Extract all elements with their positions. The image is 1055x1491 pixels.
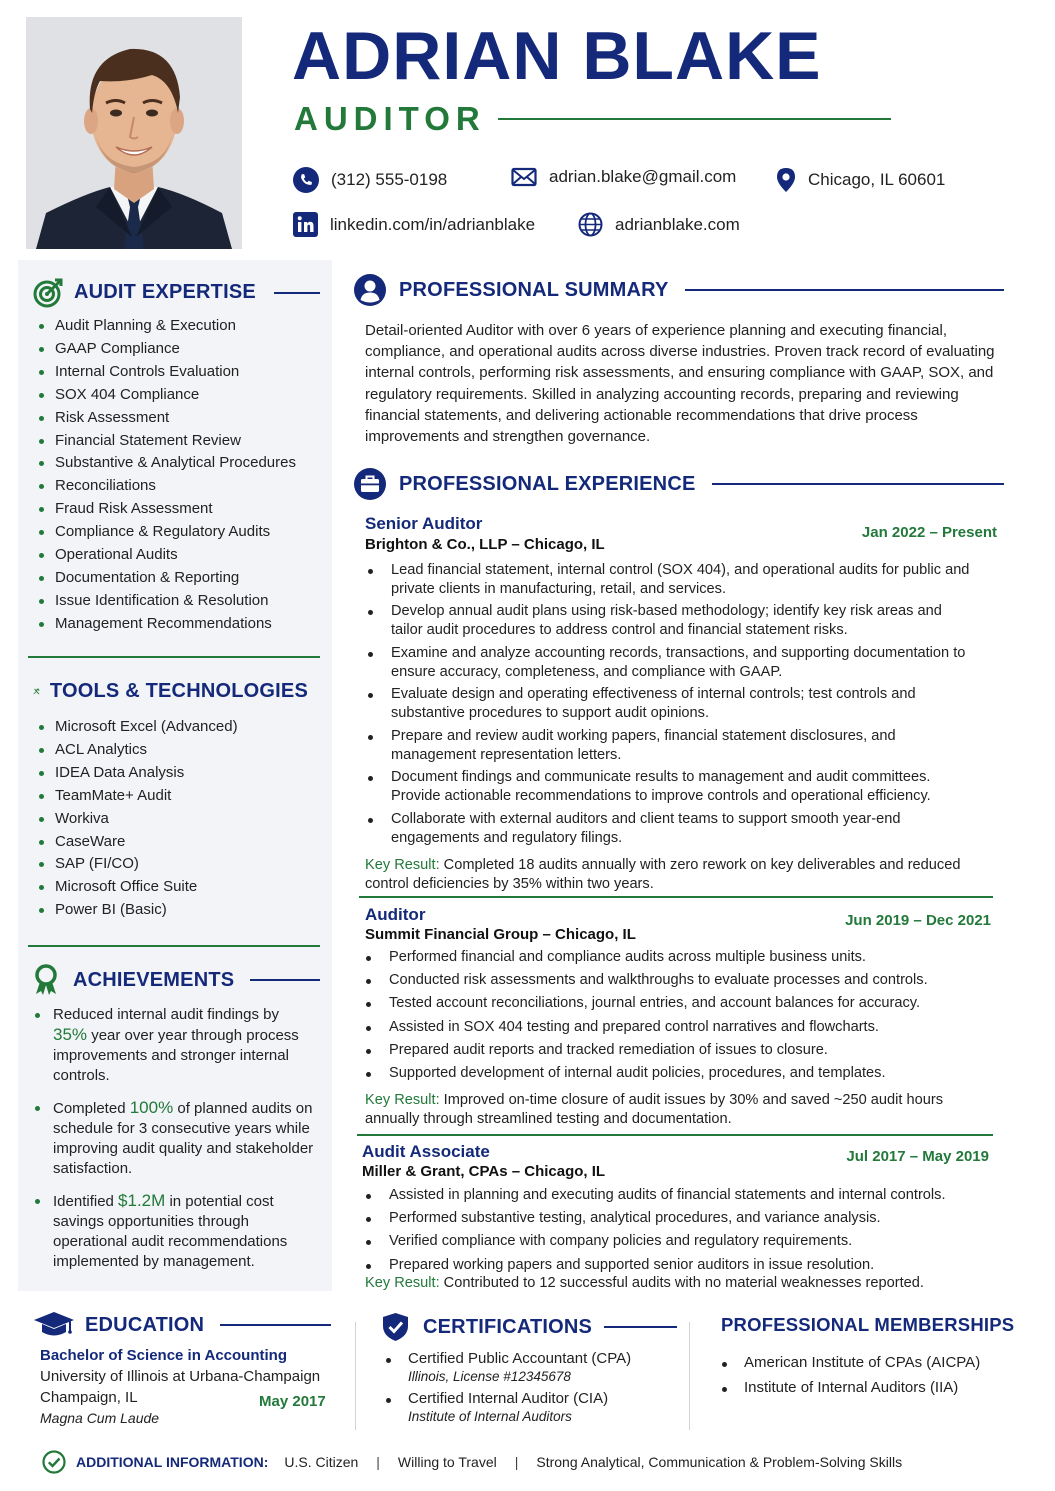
expertise-rule <box>274 292 320 294</box>
contact-phone[interactable] <box>293 167 447 193</box>
summary-text: Detail-oriented Auditor with over 6 years of experience planning and executing financial, compliance, and operational audits across diverse industries. Proven track record of evaluating internal controls, performing risk assessments, and ensuring compliance with GAAP, SOX, and regulatory requirements. Skilled in analyzing accounting records, preparing and reviewing financial statements, and delivering actionable recommendations that drive process improvements and strengthen governance. <box>365 322 995 446</box>
list-item: Power BI (Basic) <box>37 899 327 922</box>
summary-heading <box>353 273 1004 307</box>
education-heading <box>33 1310 331 1340</box>
linkedin-icon <box>293 212 318 237</box>
cert-detail: Illinois, License #12345678 <box>408 1369 571 1384</box>
job-dates: Jan 2022 – Present <box>861 524 997 541</box>
list-item: Audit Planning & Execution <box>37 315 327 338</box>
achievement-highlight: 35% <box>53 1025 88 1044</box>
achievement-highlight: 100% <box>129 1098 174 1117</box>
briefcase-icon <box>353 467 387 501</box>
additional-item: U.S. Citizen <box>284 1454 359 1470</box>
list-item: SAP (FI/CO) <box>37 853 327 876</box>
additional-label: ADDITIONAL INFORMATION: <box>76 1454 269 1470</box>
list-item: Performed financial and compliance audits across multiple business units. <box>363 948 993 967</box>
job-dates: Jul 2017 – May 2019 <box>846 1148 989 1165</box>
tools-list <box>37 716 327 922</box>
honors: Magna Cum Laude <box>40 1410 160 1426</box>
job-title: Audit Associate <box>362 1142 490 1161</box>
key-result-label: Key Result: <box>365 857 440 873</box>
tools-heading <box>33 676 320 707</box>
list-item: Lead financial statement, internal control (SOX 404), and operational audits for public and private clients in manufacturing, retail, and services. <box>365 561 977 598</box>
memberships-heading-text: PROFESSIONAL MEMBERSHIPS <box>721 1314 1015 1335</box>
experience-heading <box>353 467 1004 501</box>
summary-rule <box>685 289 1004 291</box>
list-item: Microsoft Office Suite <box>37 876 327 899</box>
list-item: Prepare and review audit working papers, financial statement disclosures, and management representation letters. <box>365 727 977 764</box>
achievement-highlight: $1.2M <box>118 1191 166 1210</box>
separator: | <box>376 1454 380 1470</box>
list-item: Internal Controls Evaluation <box>37 361 327 384</box>
list-item: ACL Analytics <box>37 739 327 762</box>
list-item: Document findings and communicate results to management and audit committees. Provide actionable recommendations to improve controls and operational efficiency. <box>365 768 977 805</box>
list-item: Workiva <box>37 808 327 831</box>
phone-icon <box>293 167 319 193</box>
list-item: Verified compliance with company policies and regulatory requirements. <box>363 1232 1003 1251</box>
list-item: Examine and analyze accounting records, transactions, and supporting documentation to ensure accuracy, completeness, and compliance with GAAP. <box>365 644 977 681</box>
list-item: Assisted in SOX 404 testing and prepared control narratives and flowcharts. <box>363 1018 993 1037</box>
job-dates: Jun 2019 – Dec 2021 <box>845 912 991 929</box>
user-circle-icon <box>353 273 387 307</box>
job-bullets <box>363 1186 1003 1279</box>
list-item: GAAP Compliance <box>37 338 327 361</box>
profile-photo <box>26 17 242 249</box>
graduation-cap-icon <box>33 1310 75 1340</box>
key-result: Key Result: Improved on-time closure of audit issues by 30% and saved ~250 audit hours annually through streamlined testing and documentation. <box>365 1092 943 1127</box>
list-item: Substantive & Analytical Procedures <box>37 452 327 475</box>
key-result: Key Result: Completed 18 audits annually with zero rework on key deliverables and reduced control deficiencies by 35% within two years. <box>365 857 961 892</box>
wrench-screwdriver-icon <box>33 676 40 707</box>
separator: | <box>514 1454 519 1470</box>
location-text: Chicago, IL 60601 <box>808 170 946 189</box>
certifications-rule <box>604 1326 677 1328</box>
graduation-date: May 2017 <box>259 1393 326 1410</box>
certifications-heading-text: CERTIFICATIONS <box>423 1315 593 1338</box>
email-address: adrian.blake@gmail.com <box>549 167 737 186</box>
sidebar-divider <box>28 656 320 658</box>
list-item: Issue Identification & Resolution <box>37 590 327 613</box>
sidebar-divider <box>28 945 320 947</box>
list-item: IDEA Data Analysis <box>37 762 327 785</box>
list-item: TeamMate+ Audit <box>37 785 327 808</box>
summary-heading-text: PROFESSIONAL SUMMARY <box>399 278 669 301</box>
achievement-item: Completed 100% of planned audits on schedule for 3 consecutive years while improving audit quality and stakeholder satisfaction. <box>33 1098 315 1179</box>
target-icon <box>33 277 64 308</box>
list-item <box>384 1390 674 1424</box>
certifications-list <box>384 1350 674 1424</box>
list-item: Prepared audit reports and tracked remediation of issues to closure. <box>363 1041 993 1060</box>
list-item: Conducted risk assessments and walkthroughs to evaluate processes and controls. <box>363 971 993 990</box>
expertise-list <box>37 315 327 636</box>
degree-name: Bachelor of Science in Accounting <box>40 1347 287 1364</box>
check-circle-icon <box>42 1450 66 1474</box>
list-item <box>384 1350 674 1384</box>
achievements-heading <box>33 964 320 996</box>
phone-number: (312) 555-0198 <box>331 170 448 189</box>
list-item: Risk Assessment <box>37 407 327 430</box>
expertise-heading-text: AUDIT EXPERTISE <box>74 281 256 303</box>
location-pin-icon <box>776 167 796 193</box>
list-item: Financial Statement Review <box>37 430 327 453</box>
key-result-label: Key Result: <box>365 1275 440 1291</box>
list-item: CaseWare <box>37 831 327 854</box>
candidate-name: ADRIAN BLAKE <box>292 18 822 94</box>
list-item: Performed substantive testing, analytical procedures, and variance analysis. <box>363 1209 1003 1228</box>
list-item: Management Recommendations <box>37 613 327 636</box>
achievements-list <box>33 1005 315 1284</box>
list-item: Collaborate with external auditors and client teams to support smooth year-end engagements and regulatory filings. <box>365 810 977 847</box>
award-ribbon-icon <box>33 964 59 996</box>
school-name: University of Illinois at Urbana-Champaign <box>40 1368 321 1385</box>
portrait-illustration <box>26 17 242 249</box>
list-item: Institute of Internal Auditors (IIA) <box>720 1379 1020 1396</box>
contact-location <box>776 167 945 193</box>
list-item: Supported development of internal audit policies, procedures, and templates. <box>363 1064 993 1083</box>
list-item: Documentation & Reporting <box>37 567 327 590</box>
job-company: Brighton & Co., LLP – Chicago, IL <box>365 536 605 553</box>
list-item: American Institute of CPAs (AICPA) <box>720 1354 1020 1371</box>
list-item: Operational Audits <box>37 544 327 567</box>
list-item: Microsoft Excel (Advanced) <box>37 716 327 739</box>
job-bullets <box>363 948 993 1087</box>
achievement-item: Reduced internal audit findings by 35% year over year through process improvements and stronger internal controls. <box>33 1005 315 1086</box>
job-title: Senior Auditor <box>365 514 483 533</box>
experience-heading-text: PROFESSIONAL EXPERIENCE <box>399 472 696 495</box>
memberships-heading <box>709 1312 1017 1338</box>
job-divider <box>357 1134 993 1136</box>
list-item: SOX 404 Compliance <box>37 384 327 407</box>
tools-heading-text: TOOLS & TECHNOLOGIES <box>49 680 308 702</box>
list-item: Reconciliations <box>37 475 327 498</box>
column-separator <box>355 1322 356 1430</box>
job-company: Miller & Grant, CPAs – Chicago, IL <box>362 1163 606 1180</box>
job-title: Auditor <box>365 905 426 924</box>
job-bullets <box>365 561 977 851</box>
job-divider <box>359 896 993 898</box>
linkedin-url: linkedin.com/in/adrianblake <box>330 214 536 234</box>
key-result-label: Key Result: <box>365 1092 440 1108</box>
school-location: Champaign, IL <box>40 1389 138 1406</box>
cert-name: Certified Internal Auditor (CIA) <box>408 1390 609 1407</box>
expertise-heading <box>33 277 320 308</box>
key-result: Key Result: Contributed to 12 successful audits with no material weaknesses reported. <box>365 1275 924 1291</box>
title-rule <box>498 118 891 120</box>
list-item: Evaluate design and operating effectiveness of internal controls; test controls and substantive procedures to support audit opinions. <box>365 685 977 722</box>
additional-item: Strong Analytical, Communication & Problem-Solving Skills <box>536 1454 903 1470</box>
additional-information <box>42 1450 902 1474</box>
education-rule <box>220 1324 331 1326</box>
globe-icon <box>578 212 603 237</box>
shield-check-icon <box>382 1312 409 1342</box>
job-company: Summit Financial Group – Chicago, IL <box>365 926 636 943</box>
list-item: Fraud Risk Assessment <box>37 498 327 521</box>
education-heading-text: EDUCATION <box>85 1313 205 1336</box>
website-url: adrianblake.com <box>615 214 740 234</box>
list-item: Assisted in planning and executing audits of financial statements and internal controls. <box>363 1186 1003 1205</box>
list-item: Prepared working papers and supported senior auditors in issue resolution. <box>363 1256 1003 1275</box>
achievement-item: Identified $1.2M in potential cost savings opportunities through operational audit recommendations implemented by management. <box>33 1191 315 1272</box>
experience-rule <box>712 483 1004 485</box>
cert-detail: Institute of Internal Auditors <box>408 1409 572 1424</box>
achievements-rule <box>250 979 320 981</box>
list-item: Compliance & Regulatory Audits <box>37 521 327 544</box>
cert-name: Certified Public Accountant (CPA) <box>408 1350 632 1367</box>
certifications-heading <box>382 1312 677 1342</box>
contact-website[interactable] <box>578 212 740 237</box>
memberships-list <box>720 1354 1020 1396</box>
list-item: Tested account reconciliations, journal entries, and account balances for accuracy. <box>363 994 993 1013</box>
additional-item: Willing to Travel <box>397 1454 497 1470</box>
email-icon <box>511 167 537 187</box>
list-item: Develop annual audit plans using risk-based methodology; identify key risk areas and tailor audit procedures to address control and financial statement risks. <box>365 602 977 639</box>
column-separator <box>689 1322 690 1430</box>
candidate-title: AUDITOR <box>294 100 486 137</box>
achievements-heading-text: ACHIEVEMENTS <box>73 968 235 991</box>
contact-linkedin[interactable] <box>293 212 535 237</box>
contact-email[interactable] <box>511 167 736 187</box>
